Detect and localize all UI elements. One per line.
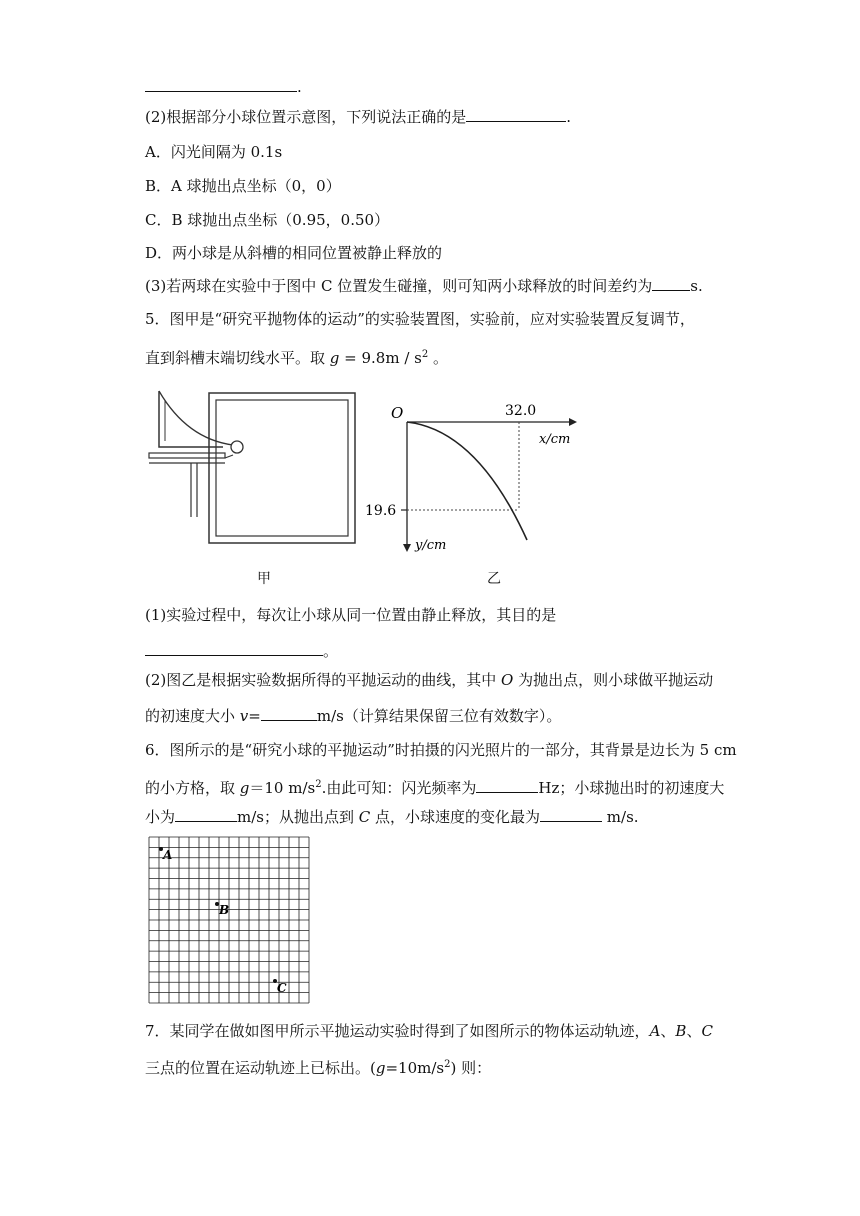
question-5-part-2-b: 的初速度大小 v= m/s（计算结果保留三位有效数字）。 <box>145 707 562 725</box>
x-value-label: 32.0 <box>505 403 537 419</box>
answer-blank[interactable] <box>540 806 602 822</box>
option-b: B．A 球抛出点坐标（0，0） <box>145 177 341 195</box>
y-axis-label: y/cm <box>415 538 447 553</box>
trajectory-figure <box>355 398 590 558</box>
question-7-stem-2: 三点的位置在运动轨迹上已标出。$(g=10m/s^2)$ 则： <box>145 1059 492 1077</box>
flash-photo-grid <box>145 833 313 1005</box>
ball-icon <box>231 441 243 453</box>
answer-blank[interactable] <box>175 806 237 822</box>
question-6-stem-3: 小为 m/s；从抛出点到 C 点，小球速度的变化最为 m/s. <box>145 808 639 826</box>
answer-blank[interactable] <box>145 640 323 656</box>
question-7-stem-1: 7．某同学在做如图甲所示平抛运动实验时得到了如图所示的物体运动轨迹，A、B、C <box>145 1022 713 1040</box>
trajectory-curve <box>407 422 527 540</box>
answer-line-prev: . <box>145 76 302 97</box>
point-c-label: C <box>277 981 287 995</box>
question-4-part-2: (2)根据部分小球位置示意图，下列说法正确的是 . <box>145 108 572 126</box>
question-5-part-2-a: (2)图乙是根据实验数据所得的平抛运动的曲线，其中 O 为抛出点，则小球做平抛运动 <box>145 671 714 689</box>
question-6-stem-2: 的小方格，取 g＝10 $m/s^2$.由此可知：闪光频率为 Hz；小球抛出时的初速度大 <box>145 779 725 797</box>
x-axis-label: x/cm <box>539 432 571 447</box>
board-outer <box>209 393 355 543</box>
figure-yi-caption: 乙 <box>487 571 501 587</box>
x-axis-arrow <box>569 418 577 426</box>
table-leg <box>191 463 197 517</box>
chute-curve <box>159 391 233 445</box>
answer-blank[interactable] <box>466 106 566 122</box>
board-inner <box>216 400 348 536</box>
question-6-stem-1: 6．图所示的是“研究小球的平抛运动”时拍摄的闪光照片的一部分，其背景是边长为 5 cm <box>145 741 737 759</box>
answer-blank[interactable] <box>261 705 317 721</box>
apparatus-figure <box>145 385 360 550</box>
option-a: A．闪光间隔为 0.1s <box>145 143 283 161</box>
point-a-label: A <box>163 848 173 862</box>
answer-blank[interactable] <box>145 76 297 92</box>
origin-label: O <box>391 404 404 422</box>
figure-jia-caption: 甲 <box>257 571 271 587</box>
y-value-label: 19.6 <box>365 503 397 519</box>
question-5-stem-2: 直到斜槽末端切线水平。取 $g = 9.8m / s^2$ 。 <box>145 349 449 367</box>
answer-blank[interactable] <box>476 777 538 793</box>
answer-blank[interactable] <box>652 275 690 291</box>
question-5-part-1: (1)实验过程中，每次让小球从同一位置由静止释放，其目的是 <box>145 606 557 624</box>
question-4-part-3: (3)若两球在实验中于图中 C 位置发生碰撞，则可知两小球释放的时间差约为 s. <box>145 277 703 295</box>
point-b-label: B <box>219 903 230 917</box>
question-5-part-1-answer: 。 <box>145 640 338 661</box>
question-5-stem-1: 5．图甲是“研究平抛物体的运动”的实验装置图，实验前，应对实验装置反复调节， <box>145 310 695 328</box>
table-top <box>149 453 225 458</box>
option-d: D．两小球是从斜槽的相同位置被静止释放的 <box>145 244 443 262</box>
y-axis-arrow <box>403 544 411 552</box>
grid-lines <box>149 837 309 1003</box>
option-c: C．B 球抛出点坐标（0.95，0.50） <box>145 211 390 229</box>
